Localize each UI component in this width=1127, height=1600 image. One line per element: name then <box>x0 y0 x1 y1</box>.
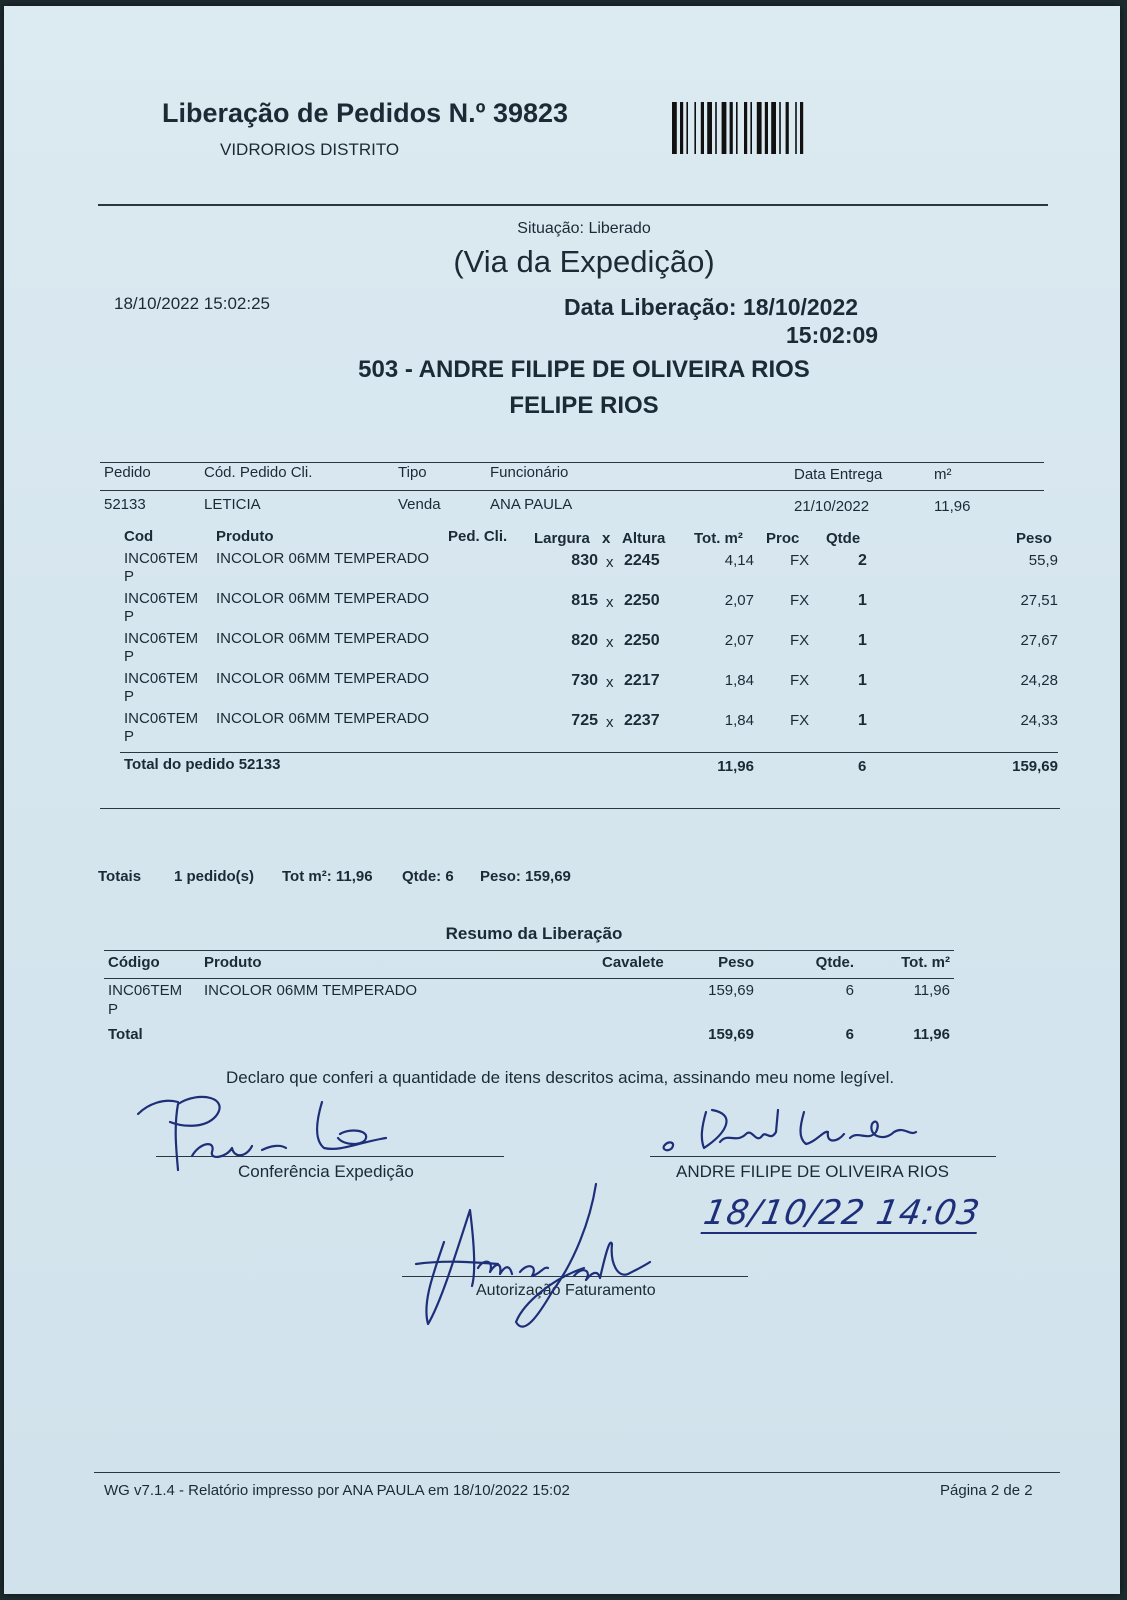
item-width: 725 <box>571 712 598 729</box>
signature-label-cliente: ANDRE FILIPE DE OLIVEIRA RIOS <box>676 1162 950 1181</box>
item-width: 730 <box>571 672 598 689</box>
item-x: x <box>606 714 614 731</box>
status-text: Situação: Liberado <box>517 220 651 237</box>
summary-top-border <box>104 950 954 951</box>
handwritten-date: 18/10/22 14:03 <box>700 1193 984 1233</box>
signature-ana-paula <box>414 1182 654 1342</box>
summary-m2: 11,96 <box>913 982 950 999</box>
item-header-ped-cli: Ped. Cli. <box>448 528 508 545</box>
totals-orders: 1 pedido(s) <box>174 868 255 885</box>
item-x: x <box>606 554 614 571</box>
item-tot-m2: 2,07 <box>724 592 754 609</box>
item-x: x <box>606 634 614 651</box>
company-name: VIDRORIOS DISTRITO <box>220 140 400 159</box>
col-header-pedido: Pedido <box>104 464 151 481</box>
item-qty: 1 <box>858 712 867 729</box>
item-width: 820 <box>571 632 598 649</box>
item-header-tot-m2: Tot. m² <box>694 530 743 547</box>
order-m2: 11,96 <box>934 498 971 515</box>
item-qty: 1 <box>858 672 867 689</box>
signature-cliente <box>654 1102 934 1162</box>
item-width: 830 <box>571 552 598 569</box>
item-header-peso: Peso <box>1016 530 1052 547</box>
via-label: (Via da Expedição) <box>453 244 715 279</box>
item-tot-m2: 2,07 <box>724 632 754 649</box>
release-time: 15:02:09 <box>786 322 879 348</box>
header-divider <box>98 204 1048 206</box>
order-section-divider <box>100 808 1060 809</box>
summary-header-cavalete: Cavalete <box>602 954 664 971</box>
item-proc: FX <box>790 712 810 729</box>
item-height: 2245 <box>624 552 660 569</box>
item-cod: INC06TEM <box>124 630 199 647</box>
order-total-label: Total do pedido 52133 <box>124 756 281 773</box>
item-cod-suffix: P <box>124 728 135 745</box>
order-header-divider <box>100 490 1044 491</box>
item-cod: INC06TEM <box>124 550 199 567</box>
signature-label-autorizacao: Autorização Faturamento <box>476 1282 656 1299</box>
client-alias: FELIPE RIOS <box>509 392 659 419</box>
item-header-altura: Altura <box>622 530 666 547</box>
summary-total-weight: 159,69 <box>708 1026 754 1043</box>
summary-weight: 159,69 <box>708 982 754 999</box>
release-date: Data Liberação: 18/10/2022 <box>564 294 859 320</box>
order-table-top-border <box>100 462 1044 463</box>
item-qty: 1 <box>858 592 867 609</box>
item-header-x: x <box>602 530 611 547</box>
item-proc: FX <box>790 592 810 609</box>
col-header-tipo: Tipo <box>398 464 427 481</box>
summary-header-produto: Produto <box>204 954 262 971</box>
item-header-cod: Cod <box>124 528 154 545</box>
item-product: INCOLOR 06MM TEMPERADO <box>216 670 430 687</box>
signature-paula <box>130 1092 410 1172</box>
item-x: x <box>606 594 614 611</box>
item-cod-suffix: P <box>124 568 135 585</box>
footer-page-number: Página 2 de 2 <box>940 1482 1033 1499</box>
order-number: 52133 <box>104 496 146 513</box>
item-cod-suffix: P <box>124 648 135 665</box>
item-height: 2250 <box>624 592 660 609</box>
summary-total-label: Total <box>108 1026 143 1043</box>
col-header-data-entrega: Data Entrega <box>794 466 883 483</box>
order-employee: ANA PAULA <box>490 496 573 513</box>
declaration-text: Declaro que conferi a quantidade de itens descritos acima, assinando meu nome legível. <box>226 1068 895 1087</box>
order-total-weight: 159,69 <box>1012 758 1058 775</box>
order-delivery-date: 21/10/2022 <box>794 498 870 515</box>
item-qty: 2 <box>858 552 867 569</box>
summary-product: INCOLOR 06MM TEMPERADO <box>204 982 418 999</box>
item-weight: 24,28 <box>1020 672 1058 689</box>
item-cod: INC06TEM <box>124 590 199 607</box>
item-weight: 24,33 <box>1020 712 1058 729</box>
order-client-code: LETICIA <box>204 496 261 513</box>
totals-weight: Peso: 159,69 <box>480 868 571 885</box>
item-header-largura: Largura <box>534 530 590 547</box>
item-cod-suffix: P <box>124 688 135 705</box>
item-tot-m2: 1,84 <box>724 672 754 689</box>
item-height: 2250 <box>624 632 660 649</box>
item-weight: 27,67 <box>1020 632 1058 649</box>
item-product: INCOLOR 06MM TEMPERADO <box>216 590 430 607</box>
barcode-icon <box>672 102 842 154</box>
summary-total-qty: 6 <box>845 1026 854 1043</box>
item-tot-m2: 1,84 <box>724 712 754 729</box>
footer-report-info: WG v7.1.4 - Relatório impresso por ANA PAULA em 18/10/2022 15:02 <box>104 1482 570 1499</box>
summary-header-codigo: Código <box>108 954 160 971</box>
client-name: 503 - ANDRE FILIPE DE OLIVEIRA RIOS <box>358 356 810 383</box>
totals-label: Totais <box>98 868 142 885</box>
item-header-proc: Proc <box>766 530 800 547</box>
col-header-cod-pedido-cli: Cód. Pedido Cli. <box>204 464 313 481</box>
signature-label-conferencia: Conferência Expedição <box>238 1162 414 1181</box>
item-height: 2217 <box>624 672 660 689</box>
item-proc: FX <box>790 632 810 649</box>
footer-divider <box>94 1472 1060 1473</box>
item-header-qtde: Qtde <box>826 530 861 547</box>
summary-header-peso: Peso <box>718 954 754 971</box>
item-product: INCOLOR 06MM TEMPERADO <box>216 630 430 647</box>
item-width: 815 <box>571 592 598 609</box>
summary-title: Resumo da Liberação <box>445 924 623 943</box>
item-product: INCOLOR 06MM TEMPERADO <box>216 550 430 567</box>
item-proc: FX <box>790 552 810 569</box>
item-proc: FX <box>790 672 810 689</box>
item-tot-m2: 4,14 <box>724 552 754 569</box>
item-qty: 1 <box>858 632 867 649</box>
summary-header-tot-m2: Tot. m² <box>901 954 950 971</box>
document-title: Liberação de Pedidos N.º 39823 <box>162 98 569 128</box>
item-weight: 27,51 <box>1020 592 1058 609</box>
item-weight: 55,9 <box>1028 552 1058 569</box>
order-total-divider <box>120 752 1058 753</box>
totals-qty: Qtde: 6 <box>402 868 454 885</box>
order-total-qty: 6 <box>858 758 867 775</box>
order-type: Venda <box>398 496 441 513</box>
order-total-m2: 11,96 <box>717 758 754 775</box>
item-cod: INC06TEM <box>124 710 199 727</box>
print-datetime: 18/10/2022 15:02:25 <box>114 294 270 313</box>
item-product: INCOLOR 06MM TEMPERADO <box>216 710 430 727</box>
document-page <box>4 6 1120 1594</box>
summary-code: INC06TEM <box>108 982 183 999</box>
summary-total-m2: 11,96 <box>913 1026 950 1043</box>
item-x: x <box>606 674 614 691</box>
item-height: 2237 <box>624 712 660 729</box>
item-header-produto: Produto <box>216 528 274 545</box>
item-cod: INC06TEM <box>124 670 199 687</box>
summary-qty: 6 <box>845 982 854 999</box>
summary-header-qtde: Qtde. <box>815 954 854 971</box>
col-header-funcionario: Funcionário <box>490 464 569 481</box>
summary-code-suffix: P <box>108 1001 119 1018</box>
col-header-m2: m² <box>934 466 952 483</box>
item-cod-suffix: P <box>124 608 135 625</box>
summary-header-divider <box>104 978 954 979</box>
totals-m2: Tot m²: 11,96 <box>282 868 373 885</box>
